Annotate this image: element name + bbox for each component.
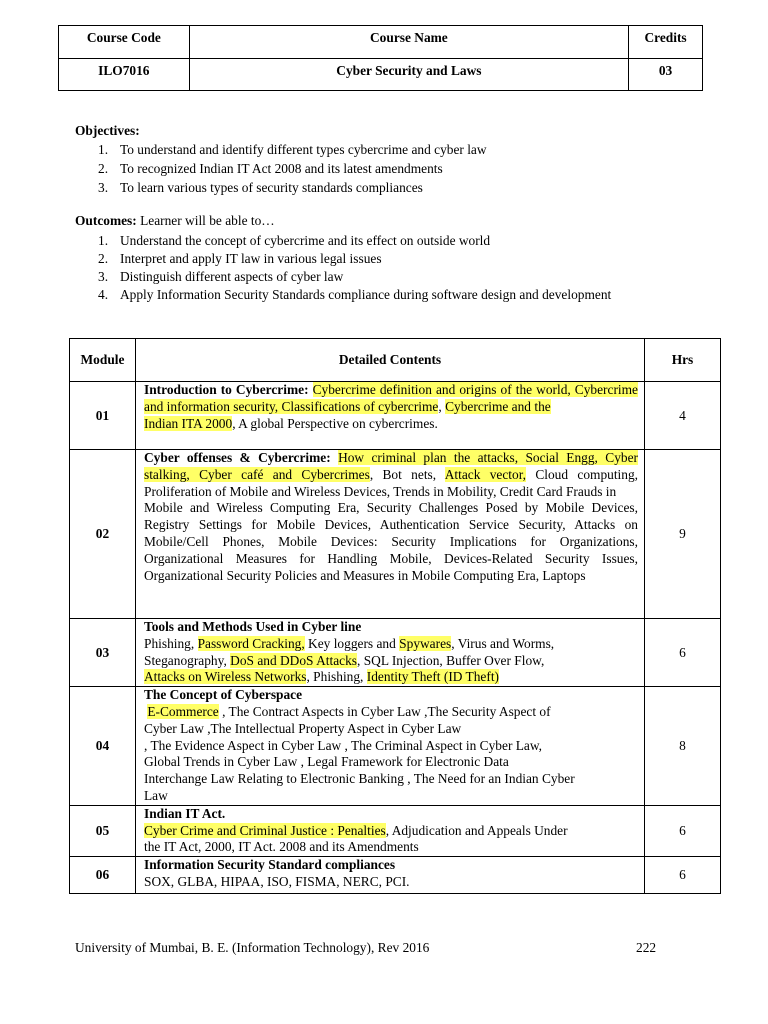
module-table xyxy=(69,338,721,894)
hrs-header: Hrs xyxy=(645,339,721,382)
module-hours: 8 xyxy=(645,687,721,806)
objectives-list xyxy=(98,142,487,199)
module-contents: Information Security Standard compliances SOX, GLBA, HIPAA, ISO, FISMA, NERC, PCI. xyxy=(136,857,645,894)
table-row xyxy=(70,619,721,687)
course-name-header: Course Name xyxy=(189,26,628,59)
table-row xyxy=(70,382,721,450)
list-item: 2. To recognized Indian IT Act 2008 and its latest amendments xyxy=(98,161,443,176)
list-item: 4. Apply Information Security Standards compliance during software design and development xyxy=(98,287,612,302)
module-hours: 4 xyxy=(645,382,721,450)
list-item: 3. Distinguish different aspects of cyber law xyxy=(98,269,344,284)
module-hours: 9 xyxy=(645,450,721,619)
outcomes-heading xyxy=(75,213,275,229)
page-number: 222 xyxy=(636,940,657,955)
module-header: Module xyxy=(70,339,136,382)
outcomes-title: Outcomes: xyxy=(75,213,137,228)
module-number: 03 xyxy=(70,619,136,687)
course-code-value: ILO7016 xyxy=(59,59,190,91)
table-row xyxy=(70,805,721,856)
list-item: 1. Understand the concept of cybercrime and its effect on outside world xyxy=(98,233,491,248)
credits-value: 03 xyxy=(629,59,703,91)
module-hours: 6 xyxy=(645,857,721,894)
module-number: 06 xyxy=(70,857,136,894)
module-hours: 6 xyxy=(645,619,721,687)
course-name-value: Cyber Security and Laws xyxy=(189,59,628,91)
footer-text: University of Mumbai, B. E. (Information Technology), Rev 2016 xyxy=(75,940,430,955)
module-contents: Tools and Methods Used in Cyber line Phishing, Password Cracking, Key loggers and Spywares, Virus and Worms, Steganography, DoS and DDoS Attacks, SQL Injection, Buffer Over Flow, Attacks on Wireless Networks, Phishing, Identity Theft (ID Theft) xyxy=(136,619,645,687)
list-item: 3. To learn various types of security standards compliances xyxy=(98,180,423,195)
list-item: 1. To understand and identify different types cybercrime and cyber law xyxy=(98,142,487,157)
table-row xyxy=(70,857,721,894)
module-number: 01 xyxy=(70,382,136,450)
table-row xyxy=(70,450,721,619)
credits-header: Credits xyxy=(629,26,703,59)
course-code-header: Course Code xyxy=(59,26,190,59)
outcomes-intro: Learner will be able to… xyxy=(136,213,275,228)
table-row xyxy=(70,687,721,806)
course-info-table xyxy=(58,25,703,91)
contents-header: Detailed Contents xyxy=(136,339,645,382)
module-hours: 6 xyxy=(645,805,721,856)
module-contents: The Concept of Cyberspace E-Commerce , The Contract Aspects in Cyber Law ,The Security Aspect of Cyber Law ,The Intellectual Property Aspect in Cyber Law , The Evidence Aspect in Cyber Law , The Criminal Aspect in Cyber Law, Global Trends in Cyber Law , Legal Framework for Electronic Data Interchange Law Relating to Electronic Banking , The Need for an Indian Cyber Law xyxy=(136,687,645,806)
module-number: 05 xyxy=(70,805,136,856)
module-contents: Cyber offenses & Cybercrime: How criminal plan the attacks, Social Engg, Cyber stalking, Cyber café and Cybercrimes, Bot nets, Attack vector, Cloud computing, Proliferation of Mobile and Wireless Devices, Trends in Mobility, Credit Card Frauds in Mobile and Wireless Computing Era, Security Challenges Posed by Mobile Devices, Registry Settings for Mobile Devices, Authentication Service Security, Attacks on Mobile/Cell Phones, Mobile Devices: Security Implications for Organizations, Organizational Measures for Handling Mobile, Devices-Related Security Issues, Organizational Security Policies and Measures in Mobile Computing Era, Laptops xyxy=(136,450,645,619)
module-contents: Introduction to Cybercrime: Cybercrime definition and origins of the world, Cybercrime and information security, Classifications of cybercrime, Cybercrime and the Indian ITA 2000, A global Perspective on cybercrimes. xyxy=(136,382,645,450)
module-number: 02 xyxy=(70,450,136,619)
objectives-title: Objectives: xyxy=(75,123,140,138)
list-item: 2. Interpret and apply IT law in various legal issues xyxy=(98,251,382,266)
module-number: 04 xyxy=(70,687,136,806)
outcomes-list xyxy=(98,233,611,305)
module-contents: Indian IT Act. Cyber Crime and Criminal Justice : Penalties, Adjudication and Appeals Under the IT Act, 2000, IT Act. 2008 and its Amendments xyxy=(136,805,645,856)
